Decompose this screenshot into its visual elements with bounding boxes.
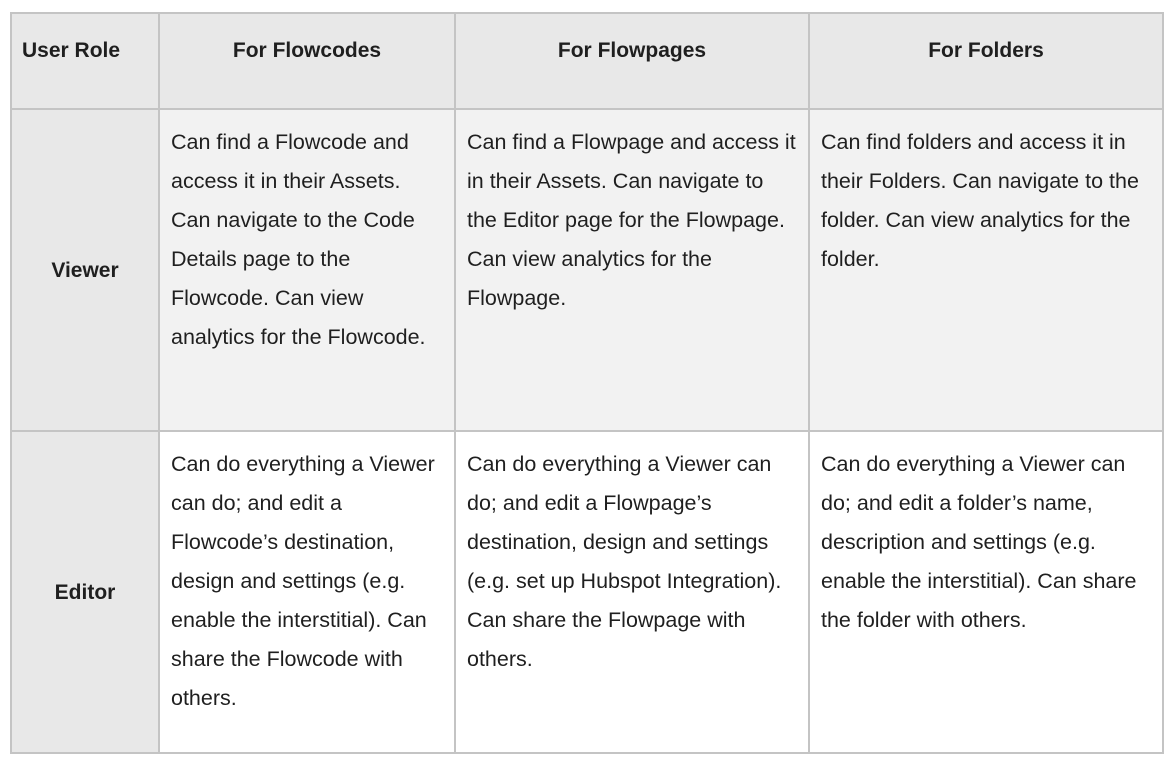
header-for-flowpages: For Flowpages [455,13,809,109]
viewer-folders-cell: Can find folders and access it in their Folders. Can navigate to the folder. Can view analytics for the folder. [809,109,1163,431]
editor-folders-cell: Can do everything a Viewer can do; and edit a folder’s name, description and settings (e.g. enable the interstitial). Can share the folder with others. [809,431,1163,753]
viewer-flowpages-cell: Can find a Flowpage and access it in their Assets. Can navigate to the Editor page for the Flowpage. Can view analytics for the Flowpage. [455,109,809,431]
header-user-role: User Role [11,13,159,109]
role-cell-editor: Editor [11,431,159,753]
header-row [11,13,1163,109]
editor-flowcodes-cell: Can do everything a Viewer can do; and edit a Flowcode’s destination, design and settings (e.g. enable the interstitial). Can share the Flowcode with others. [159,431,455,753]
table-row-viewer [11,109,1163,431]
editor-flowpages-cell: Can do everything a Viewer can do; and edit a Flowpage’s destination, design and settings (e.g. set up Hubspot Integration). Can share the Flowpage with others. [455,431,809,753]
permissions-table [10,12,1164,754]
header-for-flowcodes: For Flowcodes [159,13,455,109]
viewer-flowcodes-cell: Can find a Flowcode and access it in their Assets. Can navigate to the Code Details page to the Flowcode. Can view analytics for the Flowcode. [159,109,455,431]
role-cell-viewer: Viewer [11,109,159,431]
header-for-folders: For Folders [809,13,1163,109]
table-body [11,109,1163,753]
table-header [11,13,1163,109]
table-row-editor [11,431,1163,753]
